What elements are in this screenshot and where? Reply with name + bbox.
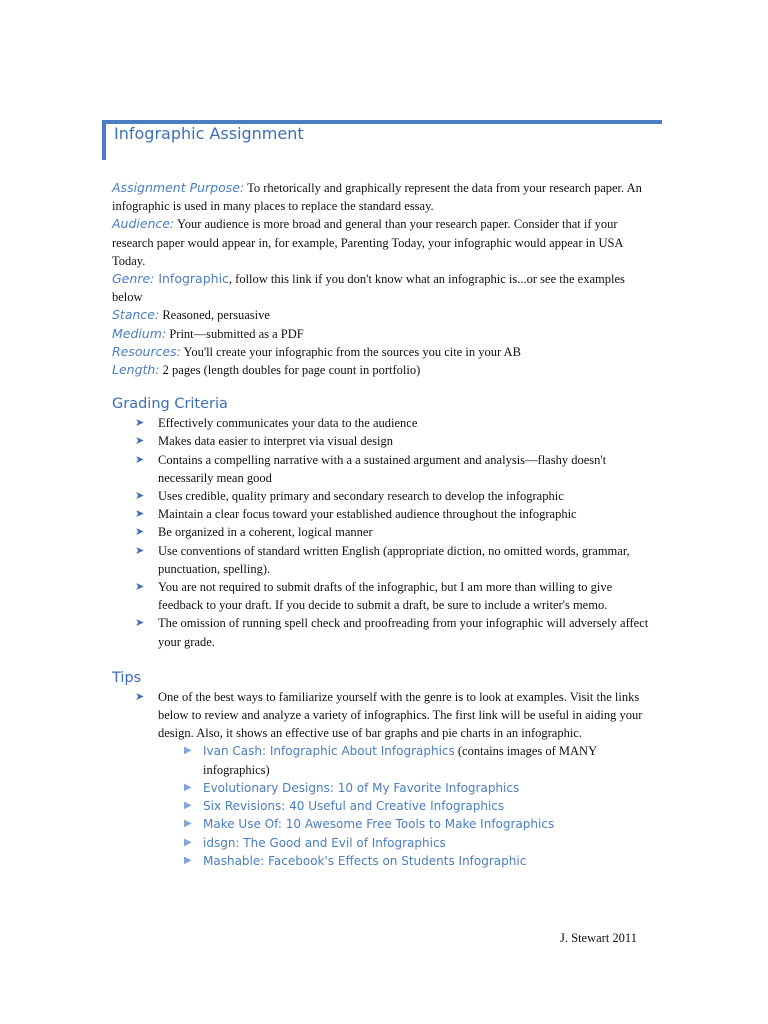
grading-list [112,414,657,651]
arrow-bullet-icon: ➤ [135,508,145,521]
link-make-use-of[interactable]: Make Use Of: 10 Awesome Free Tools to Make Infographics [203,817,555,832]
list-item: ▶ Ivan Cash: Infographic About Infographics (contains images of MANY infographics) [184,744,597,777]
page-title: Infographic Assignment [114,124,304,143]
tips-list [112,688,657,743]
link-evolutionary-designs[interactable]: Evolutionary Designs: 10 of My Favorite Infographics [203,780,520,795]
link-mashable[interactable]: Mashable: Facebook's Effects on Students Infographic [203,853,527,868]
arrow-bullet-icon: ➤ [135,581,145,594]
field-resources: Resources: You'll create your infographic from the sources you cite in your AB [112,343,521,359]
field-genre: Genre: Infographic, follow this link if you don't know what an infographic is...or see the examples below [112,271,625,305]
field-length: Length: 2 pages (length doubles for page count in portfolio) [112,362,421,378]
infographic-link[interactable]: Infographic [154,271,229,287]
list-item [112,779,657,797]
arrow-bullet-icon: ➤ [135,617,145,630]
triangle-bullet-icon: ▶ [184,781,192,793]
grading-heading: Grading Criteria [112,396,228,413]
arrow-bullet-icon: ➤ [135,453,145,466]
list-item: ➤ The omission of running spell check and proofreading from your infographic will adversely affect your grade. [135,616,649,649]
list-item: ➤ You are not required to submit drafts of the infographic, but I am more than willing to give feedback to your draft. If you decide to submit a draft, be sure to include a writer's memo. [135,580,613,613]
link-six-revisions[interactable]: Six Revisions: 40 Useful and Creative Infographics [203,799,505,814]
triangle-bullet-icon: ▶ [184,836,192,848]
document-body [112,179,657,870]
list-item: ➤ Uses credible, quality primary and secondary research to develop the infographic [112,487,657,505]
field-purpose: Assignment Purpose: To rhetorically and graphically represent the data from your research paper. An infographic is used in many places to replace the standard essay. [112,180,642,214]
example-links [112,742,657,869]
list-item: ➤ Maintain a clear focus toward your established audience throughout the infographic [112,505,657,523]
list-item: ➤ Be organized in a coherent, logical manner [112,523,657,541]
list-item [112,834,657,852]
arrow-bullet-icon: ➤ [135,544,145,557]
triangle-bullet-icon: ▶ [184,818,192,830]
arrow-bullet-icon: ➤ [135,490,145,503]
list-item: ➤ Makes data easier to interpret via visual design [112,432,657,450]
arrow-bullet-icon: ➤ [135,435,145,448]
arrow-bullet-icon: ➤ [135,526,145,539]
field-audience: Audience: Your audience is more broad and general than your research paper. Consider that if your research paper would appear in, for example, Parenting Today, your infographic would appear in USA Today. [112,216,623,268]
footer-author: J. Stewart 2011 [560,931,637,945]
title-bar [102,120,662,160]
link-ivan-cash[interactable]: Ivan Cash: Infographic About Infographics [203,744,455,759]
list-item: ➤ Contains a compelling narrative with a a sustained argument and analysis—flashy doesn't necessarily mean good [135,452,607,485]
tips-heading: Tips [112,669,142,686]
field-medium: Medium: Print—submitted as a PDF [112,325,304,341]
field-stance: Stance: Reasoned, persuasive [112,307,270,323]
list-item: ➤ Effectively communicates your data to the audience [112,414,657,432]
list-item: ➤ One of the best ways to familiarize yourself with the genre is to look at examples. Visit the links below to review and analyze a variety of infographics. The first link will be useful in aiding your design. Also, it shows an effective use of bar graphs and pie charts in an infographic. [135,689,643,741]
list-item [112,815,657,833]
arrow-bullet-icon: ➤ [135,690,145,703]
list-item [112,852,657,870]
list-item: ➤ Use conventions of standard written English (appropriate diction, no omitted words, grammar, punctuation, spelling). [135,543,630,576]
triangle-bullet-icon: ▶ [184,745,192,757]
triangle-bullet-icon: ▶ [184,800,192,812]
list-item [112,797,657,815]
triangle-bullet-icon: ▶ [184,854,192,866]
arrow-bullet-icon: ➤ [135,417,145,430]
link-idsgn[interactable]: idsgn: The Good and Evil of Infographics [203,835,446,850]
